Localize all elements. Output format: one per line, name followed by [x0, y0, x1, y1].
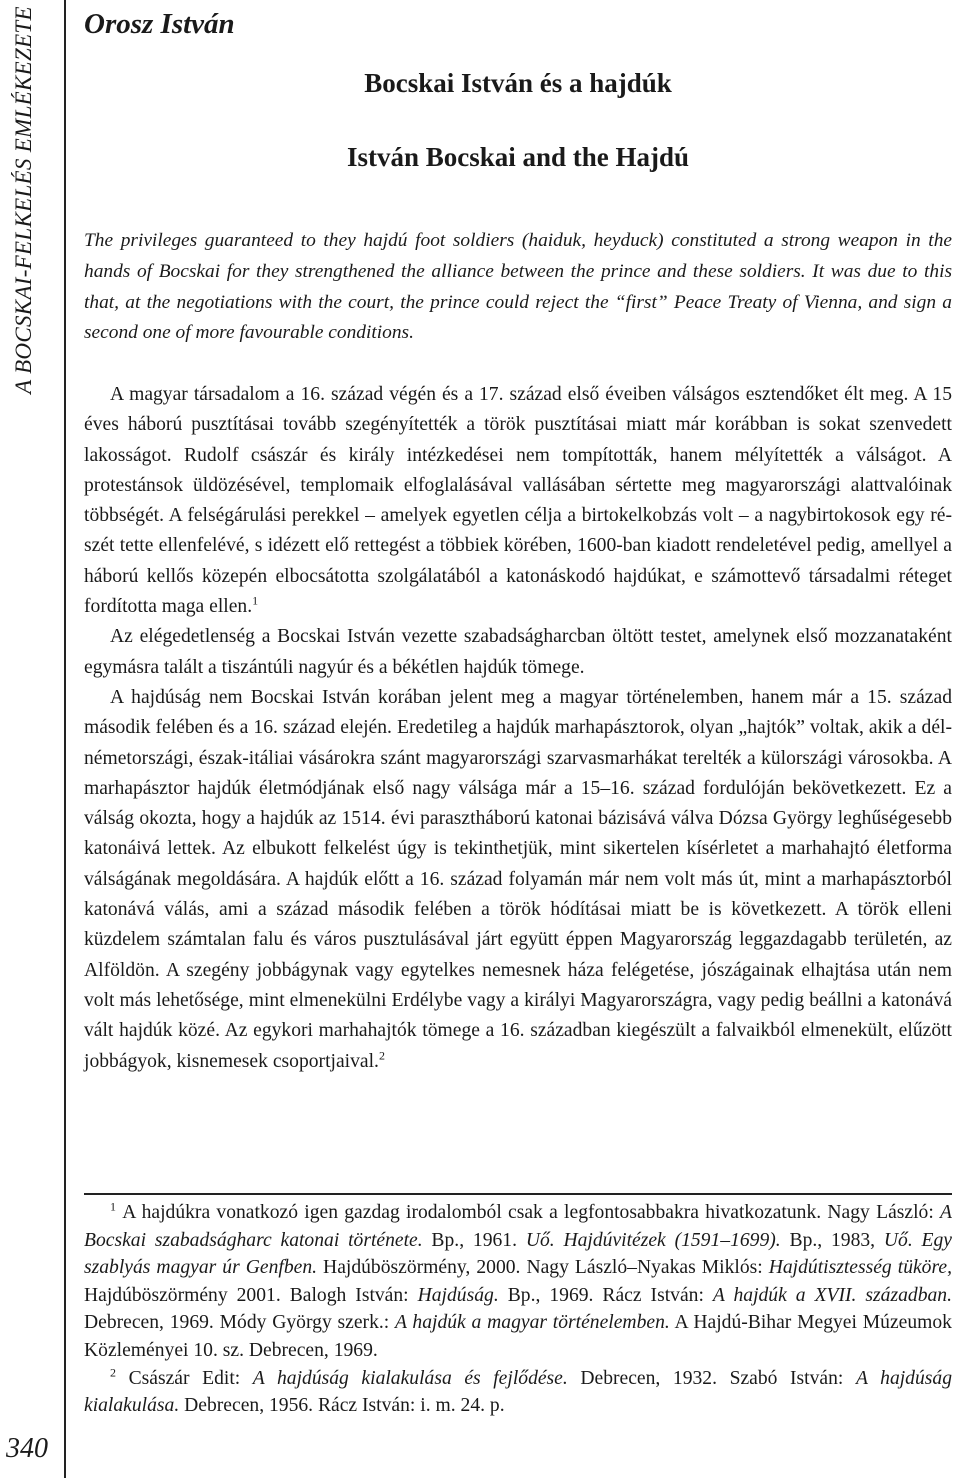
footnote-text-segment: Debrecen, 1932. Szabó István: [567, 1367, 856, 1389]
footnote-text-segment: Debrecen, 1956. Rácz István: i. m. 24. p. [179, 1395, 505, 1417]
footnote-text-segment: Hajdúböszörmény, 2000. Nagy László–Nyakas Miklós: [317, 1257, 769, 1279]
paragraph-text: A magyar társadalom a 16. század végén és a 17. század első éveiben válságos esztendőket élt meg. A 15 éves háború pusztításai tovább szegényítették a török pusztításai miatt már korábban is sokat szenvedett lakosságot. Rudolf császár és király intézkedései nem tompították, hanem mélyítették a válságot. A protestánsok üldözésével, templomaik elfoglalásával vallásában sértette meg magyarországi alattvalóinak többségét. A felségárulási perekkel – amelyek egyetlen célja a birtokelkobzás volt – a nagybirtokosok egy részét tette ellenfelévé, s idézett elő rettegést a többiek körében, 1600-ban kiadott rendeletével pedig, amellyel a háború kellős közepén elbocsátotta szolgálatából a katonáskodó hajdúkat, e számottevő társadalmi réteget fordította maga ellen. [84, 384, 952, 618]
footnote-title-segment: A hajdúk a magyar történelemben. [395, 1312, 670, 1334]
footnote-title-segment: A Bocskai szabadságharc katonai története. [84, 1202, 952, 1251]
abstract: The privileges guaranteed to they hajdú foot soldiers (haiduk, heyduck) constituted a strong weapon in the hands of Bocskai for they strengthened the alliance between the prince and these soldiers. It was due to this that, at the negotiations with the court, the prince could reject the “first” Peace Treaty of Vienna, and sign a second one of more favourable conditions. [84, 230, 952, 344]
footnote-title-segment: Hajdútisztesség tüköre, [768, 1257, 952, 1279]
footnote-1 [84, 1199, 952, 1365]
footnote-ref-2[interactable]: 2 [378, 1048, 385, 1062]
footnote-ref-1[interactable]: 1 [252, 593, 259, 608]
running-head: A BOCSKAI-FELKELÉS EMLÉKEZETE [11, 6, 36, 394]
footnote-text-segment: A Hajdú-Bihar Megyei Múzeumok Közleményei 10. sz. Debrecen, 1969. [84, 1312, 952, 1361]
footnote-title-segment: A hajdúk a XVII. században. [712, 1284, 952, 1306]
author-name: Orosz István [84, 8, 235, 40]
footnote-text [84, 1368, 952, 1417]
footnote-text-segment: Bp., 1961. [422, 1229, 526, 1251]
body-paragraph-2 [84, 622, 952, 683]
body-text [84, 380, 952, 1077]
footnote-number: 2 [110, 1365, 116, 1380]
title-english: István Bocskai and the Hajdú [346, 142, 690, 172]
footnote-text-segment: A hajdúkra vonatkozó igen gazdag irodalomból csak a legfontosabbakra hivatkozatunk. Nagy László: [122, 1202, 941, 1223]
footnote-text-segment: Bp., 1969. Rácz István: [498, 1284, 713, 1306]
title-hungarian: Bocskai István és a hajdúk [364, 68, 672, 98]
footnote-number: 1 [110, 1199, 116, 1214]
paragraph-text: A hajdúság nem Bocskai István korában jelent meg a magyar történelemben, hanem már a 15. század második felében és a 16. század elején. Eredetileg a hajdúk marhapásztorok, olyan „hajtók” voltak, akik a dél-németországi, észak-itáliai vásárokra szánt magyarországi szarvasmarhákat terelték a külországi városokba. A marhapásztor hajdúk életmódjának első nagy válsága már a 15–16. század fordulóján bekövetkezett. Ez a válság okozta, hogy a hajdúk az 1514. évi parasztháború katonai bázisává válva Dózsa György leghűségesebb katonáivá lettek. Az elbukott felkelést úgy is tekinthetjük, mint sikertelen kísérletet a marhahajtó életforma válságának megoldására. A hajdúk előtt a 16. század folyamán már nem volt más út, mint a marhapásztorból katonává válás, ami a század második felében a török hódításai miatt be is következett. A török elleni küzdelem számtalan falu és város pusztulásával járt együtt éppen Magyarország leggazdagabb területén, az Alföldön. A szegény jobbágynak vagy egytelkes nemesnek háza felégetése, jószágainak elhajtása után nem volt más lehetősége, mint elmenekülni Erdélybe vagy a királyi Magyarországra, vagy pedig beállni a katonává vált hajdúk közé. Az egykori marhahajtók tömege a 16. században kiegészült a falvaikból elmenekült, elűzött jobbágyok, kisnemesek csoportjaival. [84, 686, 952, 1072]
footnote-title-segment: Uő. Hajdúvitézek (1591–1699). [525, 1229, 781, 1251]
footnote-title-segment: A hajdúság kialakulása és fejlődése. [252, 1367, 568, 1389]
page-number: 340 [6, 1433, 48, 1464]
footnote-title-segment: Uő. Egy szablyás magyar úr Genfben. [84, 1229, 952, 1279]
footnote-2 [84, 1365, 952, 1420]
paragraph-text: Az elégedetlenség a Bocskai István vezette szabadságharcban öltött testet, amelynek első mozzanataként egymásra talált a tiszántúli nagyúr és a békétlen hajdúk tömege. [84, 626, 952, 678]
body-paragraph-1 [84, 380, 952, 622]
footnote-text [84, 1202, 952, 1361]
footnote-title-segment: Hajdúság. [417, 1284, 499, 1306]
footnote-title-segment: A hajdúság kialakulása. [84, 1367, 952, 1417]
footnote-separator [84, 1193, 952, 1195]
footnote-text-segment: Bp., 1983, [780, 1229, 884, 1251]
footnote-text-segment: Császár Edit: [128, 1367, 253, 1389]
footnote-text-segment: Debrecen, 1969. Módy György szerk.: [84, 1312, 396, 1334]
footnotes [84, 1199, 952, 1420]
margin-rule [64, 0, 66, 1478]
body-paragraph-3 [84, 683, 952, 1077]
footnote-text-segment: Hajdúböszörmény 2001. Balogh István: [84, 1284, 418, 1306]
